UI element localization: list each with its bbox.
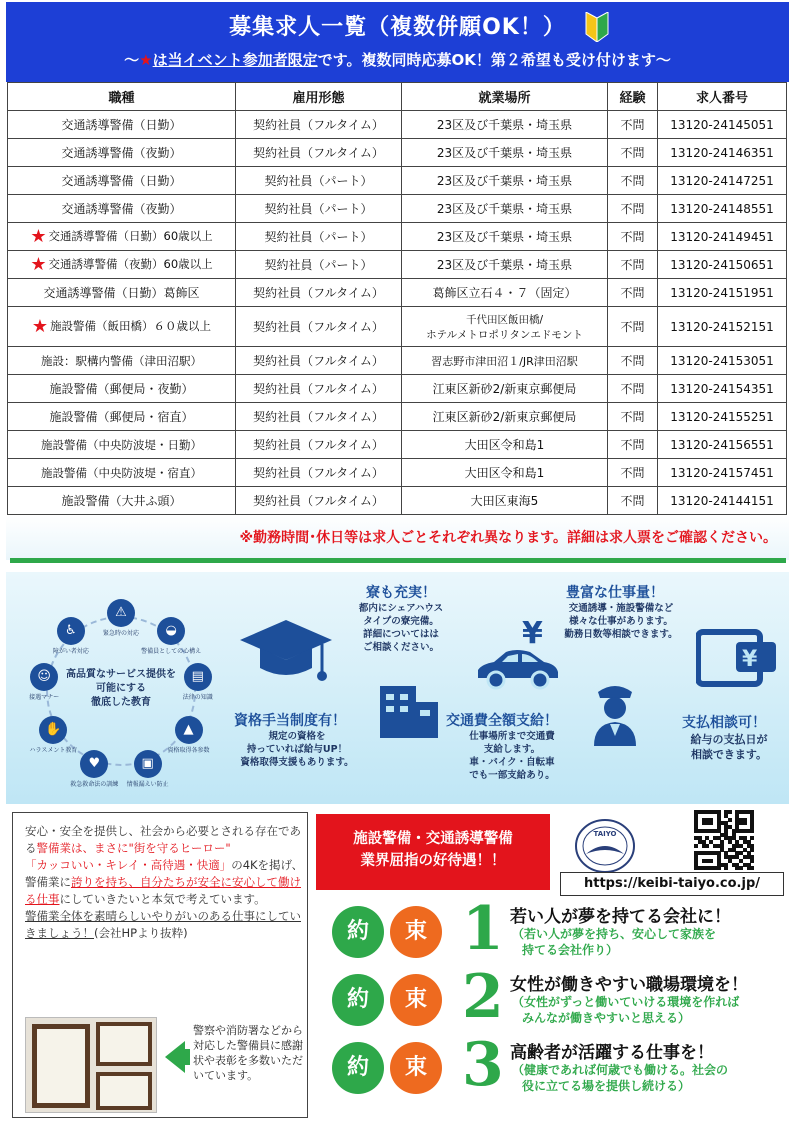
promise-subtext xyxy=(512,926,716,958)
experience-cell-text: 不問 xyxy=(620,202,645,216)
table-row xyxy=(8,431,787,459)
location-cell-text: 千代田区飯田橋/ xyxy=(465,313,544,326)
training-circle xyxy=(16,588,226,798)
number-cell xyxy=(658,111,787,139)
job-cell xyxy=(8,251,236,279)
subtitle-limited: は当イベント参加者限定 xyxy=(152,51,318,69)
training-node-label: 法律の知識 xyxy=(182,694,213,702)
job-cell-text: 施設警備（郵便局・宿直） xyxy=(49,410,194,424)
employment-cell xyxy=(236,167,402,195)
table-row xyxy=(8,375,787,403)
promise-sub-line: （若い人が夢を持ち、安心して家族を xyxy=(512,927,717,941)
experience-cell xyxy=(608,195,658,223)
job-cell xyxy=(8,139,236,167)
employment-cell xyxy=(236,375,402,403)
table-row xyxy=(8,195,787,223)
employment-cell-text: 契約社員（パート） xyxy=(264,174,373,188)
star-icon: ★ xyxy=(30,226,47,247)
experience-cell-text: 不問 xyxy=(620,118,645,132)
table-row xyxy=(8,307,787,347)
number-cell-text: 13120-24157451 xyxy=(670,465,774,480)
experience-cell-text: 不問 xyxy=(620,286,645,300)
employment-cell xyxy=(236,251,402,279)
payment-line: 給与の支払日が xyxy=(690,733,768,746)
number-cell xyxy=(658,403,787,431)
employment-cell xyxy=(236,459,402,487)
number-cell xyxy=(658,167,787,195)
experience-cell-text: 不問 xyxy=(620,258,645,272)
employment-cell xyxy=(236,307,402,347)
subtitle-prefix: 〜 xyxy=(124,51,140,69)
employment-cell xyxy=(236,111,402,139)
experience-cell-text: 不問 xyxy=(620,410,645,424)
subtitle-rest: です。複数同時応募OK！第２希望も受け付けます〜 xyxy=(317,51,671,69)
job-cell xyxy=(8,167,236,195)
experience-cell-text: 不問 xyxy=(620,354,645,368)
number-cell-text: 13120-24156551 xyxy=(670,437,774,452)
promise-item xyxy=(332,894,792,972)
training-center-line: 徹底した教育 xyxy=(91,697,151,708)
job-cell xyxy=(8,487,236,515)
experience-cell xyxy=(608,347,658,375)
yen-icon: ¥ xyxy=(522,616,543,651)
promise-char: 束 xyxy=(390,1042,442,1094)
experience-cell xyxy=(608,111,658,139)
experience-cell xyxy=(608,403,658,431)
number-cell-text: 13120-24153051 xyxy=(670,353,774,368)
number-cell xyxy=(658,459,787,487)
qualification-line: 資格取得支援もあります。 xyxy=(240,757,354,768)
location-cell-text: 大田区令和島1 xyxy=(464,466,545,480)
award-text: 警察や消防署などから対応した警備員に感謝状や表彰を多数いただいています。 xyxy=(193,1024,303,1082)
employment-cell-text: 契約社員（フルタイム） xyxy=(253,354,384,368)
job-cell-text: 交通誘導警備（夜勤） xyxy=(61,202,182,216)
number-cell-text: 13120-24145051 xyxy=(670,117,774,132)
number-cell xyxy=(658,195,787,223)
divider-line xyxy=(10,558,786,563)
dorm-title: 寮も充実！ xyxy=(366,585,436,601)
experience-cell xyxy=(608,307,658,347)
header-subtitle xyxy=(6,49,789,70)
training-node-label: 緊急時の対応 xyxy=(102,630,139,637)
notice-text: ※勤務時間･休日等は求人ごとそれぞれ異なります。詳細は求人票をご確認ください。 xyxy=(239,530,777,546)
payment-line: 相談できます。 xyxy=(690,748,768,761)
transport-line: でも一部支給あり。 xyxy=(469,770,555,781)
employment-cell-text: 契約社員（パート） xyxy=(264,230,373,244)
location-cell-text: 23区及び千葉県・埼玉県 xyxy=(436,118,573,132)
location-cell-text: 大田区令和島1 xyxy=(464,438,545,452)
location-cell xyxy=(402,375,608,403)
number-cell-text: 13120-24144151 xyxy=(670,493,774,508)
manners-icon: ☺ xyxy=(30,663,58,691)
table-row xyxy=(8,223,787,251)
employment-cell-text: 契約社員（フルタイム） xyxy=(253,438,384,452)
experience-cell xyxy=(608,431,658,459)
employment-cell xyxy=(236,195,402,223)
page-title: 募集求人一覧（複数併願OK！） xyxy=(229,15,566,40)
number-cell xyxy=(658,431,787,459)
promise-sub-line: （女性がずっと働いていける環境を作れば xyxy=(512,995,740,1009)
promise-title: 高齢者が活躍する仕事を！ xyxy=(510,1043,714,1063)
number-cell-text: 13120-24146351 xyxy=(670,145,774,160)
lock-icon: ▣ xyxy=(134,750,162,778)
job-cell-text: 施設警備（郵便局・夜勤） xyxy=(49,382,194,396)
table-row xyxy=(8,459,787,487)
training-center xyxy=(56,668,186,710)
transport-line: 支給します。 xyxy=(483,744,541,755)
qualification-text xyxy=(222,730,372,769)
stop-hand-icon: ✋ xyxy=(39,716,67,744)
wheelchair-icon: ♿ xyxy=(57,617,85,645)
payment-text xyxy=(674,732,784,762)
table-row xyxy=(8,347,787,375)
workload-line: 交通誘導・施設警備など xyxy=(568,603,674,614)
employment-cell-text: 契約社員（フルタイム） xyxy=(253,494,384,508)
location-cell xyxy=(402,167,608,195)
experience-cell-text: 不問 xyxy=(620,466,645,480)
transport-title: 交通費全額支給！ xyxy=(446,713,558,729)
number-cell-text: 13120-24149451 xyxy=(670,229,774,244)
emblem-text: TAIYO xyxy=(593,830,617,838)
transport-line: 車・バイク・自転車 xyxy=(469,757,555,768)
location-cell xyxy=(402,223,608,251)
payment-title: 支払相談可！ xyxy=(682,715,766,731)
warning-icon: ⚠ xyxy=(107,599,135,627)
company-url[interactable]: https://keibi-taiyo.co.jp/ xyxy=(560,872,784,896)
transport-line: 仕事場所まで交通費 xyxy=(469,731,555,742)
experience-cell xyxy=(608,139,658,167)
number-cell-text: 13120-24155251 xyxy=(670,409,774,424)
intro-p2e: にしていきたいと本気で考えています。 xyxy=(59,892,266,906)
job-cell-text: 施設警備（中央防波堤・日勤） xyxy=(41,437,202,452)
number-cell xyxy=(658,279,787,307)
number-cell-text: 13120-24147251 xyxy=(670,173,774,188)
promise-char: 約 xyxy=(332,1042,384,1094)
number-cell-text: 13120-24148551 xyxy=(670,201,774,216)
experience-cell xyxy=(608,459,658,487)
intro-box xyxy=(12,812,308,1118)
location-cell-text: 23区及び千葉県・埼玉県 xyxy=(436,202,573,216)
location-cell xyxy=(402,111,608,139)
experience-cell-text: 不問 xyxy=(620,230,645,244)
location-cell-text: 習志野市津田沼１/JR津田沼駅 xyxy=(431,354,578,368)
intro-p1b: 警備業は、まさに"街を守るヒーロー" xyxy=(36,841,231,855)
qr-code[interactable] xyxy=(694,810,754,870)
intro-p2b: の4Kを掲げ、警備業に xyxy=(25,858,304,889)
location-cell xyxy=(402,139,608,167)
job-cell xyxy=(8,223,236,251)
number-cell-text: 13120-24154351 xyxy=(670,381,774,396)
employment-cell xyxy=(236,403,402,431)
job-cell-text: 施設警備（大井ふ頭） xyxy=(61,494,182,508)
guard-cap-icon: ◒ xyxy=(157,617,185,645)
experience-cell-text: 不問 xyxy=(620,438,645,452)
employment-cell-text: 契約社員（パート） xyxy=(264,202,373,216)
experience-cell-text: 不問 xyxy=(620,320,645,334)
aed-icon: ♥ xyxy=(80,750,108,778)
header-job: 職種 xyxy=(8,83,236,111)
qualification-line: 持っていれば給与UP！ xyxy=(246,744,348,755)
experience-cell xyxy=(608,167,658,195)
workload-line: 様々な仕事があります。 xyxy=(569,616,673,627)
employment-cell-text: 契約社員（フルタイム） xyxy=(253,466,384,480)
job-cell-text: 交通誘導警備（日勤） xyxy=(61,118,182,132)
intro-p1a: 安心・安全を提供し、社会から必要とされる存在である xyxy=(25,824,301,855)
experience-cell-text: 不問 xyxy=(620,174,645,188)
transport-text xyxy=(452,730,572,782)
location-cell-text: 江東区新砂2/新東京郵便局 xyxy=(432,410,577,424)
location-cell xyxy=(402,279,608,307)
workload-text xyxy=(546,602,696,641)
number-cell xyxy=(658,487,787,515)
job-cell-text: 交通誘導警備（日勤）60歳以上 xyxy=(48,229,213,243)
intro-text xyxy=(25,823,305,942)
yen-wallet-icon xyxy=(696,626,778,688)
training-node-label: 接遇マナー xyxy=(29,694,60,702)
promise-number: 2 xyxy=(462,962,504,1032)
training-node-label: 情報漏えい防止 xyxy=(126,781,169,789)
qualification-line: 規定の資格を xyxy=(268,731,326,742)
dorm-line: ご相談ください。 xyxy=(362,642,439,653)
table-row xyxy=(8,167,787,195)
number-cell xyxy=(658,375,787,403)
number-cell xyxy=(658,223,787,251)
promise-char: 約 xyxy=(332,906,384,958)
header-location: 就業場所 xyxy=(402,83,608,111)
training-node-label: 障がい者対応 xyxy=(52,648,89,656)
intro-p2d: 自分たちが安全に安心して働ける仕事 xyxy=(25,875,301,906)
promise-subtext xyxy=(512,1062,728,1094)
location-cell-text: 23区及び千葉県・埼玉県 xyxy=(436,146,573,160)
job-cell xyxy=(8,347,236,375)
promise-number: 1 xyxy=(462,894,504,964)
promise-char: 束 xyxy=(390,906,442,958)
employment-cell-text: 契約社員（フルタイム） xyxy=(253,382,384,396)
employment-cell-text: 契約社員（フルタイム） xyxy=(253,118,384,132)
promise-number: 3 xyxy=(462,1030,504,1100)
training-center-line: 可能にする xyxy=(96,683,146,694)
experience-cell xyxy=(608,487,658,515)
job-cell-text: 施設警備（飯田橋）６０歳以上 xyxy=(50,319,212,333)
banner-line1: 施設警備・交通誘導警備 xyxy=(353,831,513,847)
employment-cell xyxy=(236,139,402,167)
location-cell-text: 江東区新砂2/新東京郵便局 xyxy=(432,382,577,396)
location-cell xyxy=(402,487,608,515)
location-cell-text: 大田区東海5 xyxy=(470,494,539,508)
location-cell xyxy=(402,347,608,375)
benefits-section xyxy=(6,572,789,804)
training-node-label: 救急救命法の訓練 xyxy=(70,781,119,789)
promise-sub-line: （健康であれば何歳でも働ける。社会の xyxy=(512,1063,729,1077)
employment-cell-text: 契約社員（フルタイム） xyxy=(253,286,384,300)
job-cell xyxy=(8,403,236,431)
number-cell xyxy=(658,307,787,347)
svg-text:¥: ¥ xyxy=(742,647,758,672)
banner-line2: 業界屈指の好待遇！！ xyxy=(360,853,506,869)
training-node-label: ハラスメント教育 xyxy=(29,747,78,754)
employment-cell-text: 契約社員（フルタイム） xyxy=(253,320,384,334)
star-icon: ★ xyxy=(31,316,49,337)
award-photo xyxy=(25,1017,157,1113)
employment-cell xyxy=(236,279,402,307)
arrow-stem xyxy=(182,1049,190,1065)
star-icon: ★ xyxy=(30,254,47,275)
building-icon xyxy=(376,684,440,740)
promise-item xyxy=(332,962,792,1040)
location-cell xyxy=(402,251,608,279)
promise-subtext xyxy=(512,994,739,1026)
training-node-label: 警備員としての心構え xyxy=(141,648,202,656)
table-row xyxy=(8,487,787,515)
promise-char: 束 xyxy=(390,974,442,1026)
experience-cell-text: 不問 xyxy=(620,382,645,396)
intro-p2a: 「カッコいい・キレイ・高待遇・快適」 xyxy=(25,858,232,872)
job-cell xyxy=(8,375,236,403)
job-table xyxy=(7,82,787,515)
number-cell-text: 13120-24150651 xyxy=(670,257,774,272)
experience-cell xyxy=(608,223,658,251)
employment-cell xyxy=(236,223,402,251)
promise-char: 約 xyxy=(332,974,384,1026)
header-employment: 雇用形態 xyxy=(236,83,402,111)
table-header-row xyxy=(8,83,787,111)
number-cell xyxy=(658,347,787,375)
job-cell-text: 施設：駅構内警備（津田沼駅） xyxy=(41,353,202,368)
promise-title: 女性が働きやすい職場環境を！ xyxy=(510,975,748,995)
job-cell-text: 交通誘導警備（夜勤）60歳以上 xyxy=(48,257,213,271)
promise-sub-line: 役に立てる場を提供し続ける） xyxy=(522,1079,691,1093)
promise-sub-line: 持てる会社作り） xyxy=(522,943,619,957)
employment-cell-text: 契約社員（フルタイム） xyxy=(253,410,384,424)
table-row xyxy=(8,139,787,167)
employment-cell xyxy=(236,347,402,375)
header-banner xyxy=(6,2,789,82)
training-node-label: 資格取得各参数 xyxy=(167,747,210,754)
job-cell xyxy=(8,431,236,459)
job-cell-text: 施設警備（中央防波堤・宿直） xyxy=(41,465,202,480)
job-cell-text: 交通誘導警備（日勤）葛飾区 xyxy=(43,286,200,300)
intro-p2c: 誇りを持ち、 xyxy=(71,875,140,889)
guard-person-icon xyxy=(592,680,638,748)
training-center-line: 高品質なサービス提供を xyxy=(66,669,176,680)
car-icon xyxy=(472,646,562,692)
number-cell xyxy=(658,251,787,279)
job-cell xyxy=(8,195,236,223)
beginner-mark-icon xyxy=(584,12,610,42)
workload-line: 勤務日数等相談できます。 xyxy=(564,629,678,640)
experience-cell-text: 不問 xyxy=(620,146,645,160)
book-icon: ▤ xyxy=(184,663,212,691)
header-number: 求人番号 xyxy=(658,83,787,111)
location-cell-text: ホテルメトロポリタンエドモント xyxy=(426,328,583,341)
treatment-banner xyxy=(316,814,550,890)
workload-title: 豊富な仕事量！ xyxy=(566,585,664,601)
experience-cell xyxy=(608,279,658,307)
dorm-line: 都内にシェアハウス xyxy=(358,603,444,614)
table-row xyxy=(8,111,787,139)
location-cell xyxy=(402,431,608,459)
number-cell-text: 13120-24152151 xyxy=(670,319,774,334)
employment-cell xyxy=(236,487,402,515)
promise-item xyxy=(332,1030,792,1108)
experience-cell xyxy=(608,375,658,403)
number-cell-text: 13120-24151951 xyxy=(670,285,774,300)
job-cell xyxy=(8,279,236,307)
employment-cell xyxy=(236,431,402,459)
location-cell xyxy=(402,195,608,223)
experience-cell xyxy=(608,251,658,279)
header-experience: 経験 xyxy=(608,83,658,111)
notice-band xyxy=(6,515,789,560)
company-emblem-icon xyxy=(574,818,636,874)
location-cell xyxy=(402,403,608,431)
graduation-cap-icon: ▲ xyxy=(175,716,203,744)
star-icon: ★ xyxy=(139,51,153,69)
table-row xyxy=(8,403,787,431)
promise-title: 若い人が夢を持てる会社に！ xyxy=(510,907,731,927)
number-cell xyxy=(658,139,787,167)
dorm-text xyxy=(336,602,466,654)
employment-cell-text: 契約社員（フルタイム） xyxy=(253,146,384,160)
intro-p3b: (会社HPより抜粋) xyxy=(94,926,188,940)
location-cell-text: 23区及び千葉県・埼玉県 xyxy=(436,230,573,244)
location-cell xyxy=(402,459,608,487)
promise-sub-line: みんなが働きやすいと思える） xyxy=(522,1011,691,1025)
location-cell-text: 葛飾区立石４・７（固定） xyxy=(432,286,577,300)
dorm-line: タイプの寮完備。 xyxy=(363,616,439,627)
job-cell-text: 交通誘導警備（夜勤） xyxy=(61,146,182,160)
employment-cell-text: 契約社員（パート） xyxy=(264,258,373,272)
graduation-cap-icon xyxy=(238,616,334,686)
location-cell-text: 23区及び千葉県・埼玉県 xyxy=(436,174,573,188)
location-cell xyxy=(402,307,608,347)
table-row xyxy=(8,251,787,279)
job-cell-text: 交通誘導警備（日勤） xyxy=(61,174,182,188)
intro-p3a: 警備業全体を素晴らしいやりがいのある仕事にしていきましょう！ xyxy=(25,909,301,940)
job-cell xyxy=(8,459,236,487)
experience-cell-text: 不問 xyxy=(620,494,645,508)
job-cell xyxy=(8,111,236,139)
qualification-title: 資格手当制度有！ xyxy=(234,713,346,729)
dorm-line: 詳細についてはは xyxy=(363,629,439,640)
job-cell xyxy=(8,307,236,347)
location-cell-text: 23区及び千葉県・埼玉県 xyxy=(436,258,573,272)
table-row xyxy=(8,279,787,307)
